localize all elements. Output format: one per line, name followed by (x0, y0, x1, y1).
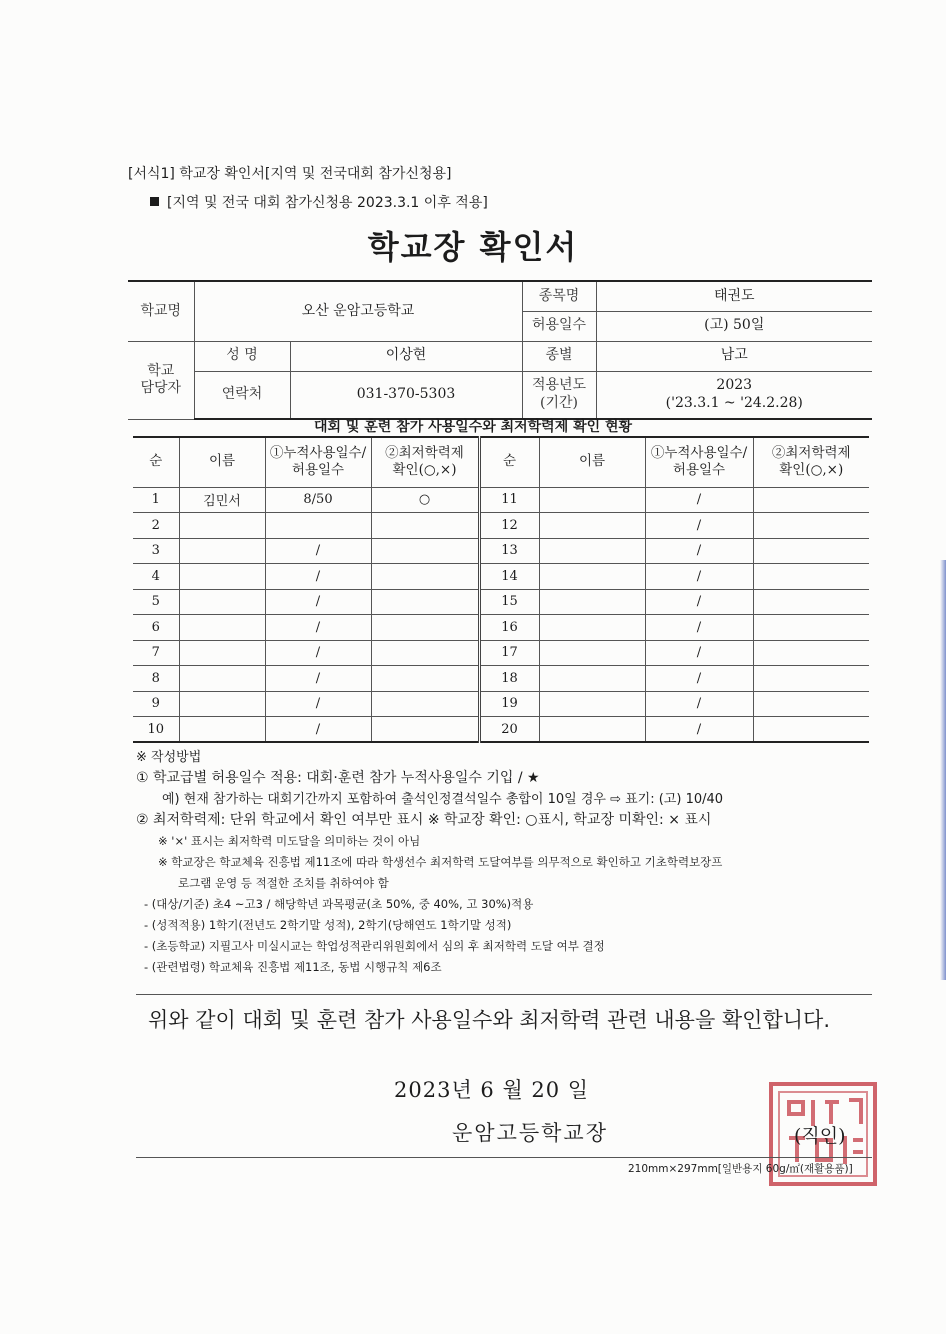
table-row: 5 / 15 / (133, 589, 869, 615)
confirmation-text: 위와 같이 대회 및 훈련 참가 사용일수와 최저학력 관련 내용을 확인합니다. (148, 1008, 831, 1032)
issue-date: 2023년 6 월 20 일 (394, 1078, 590, 1102)
col-days: ①누적사용일수/ 허용일수 (645, 437, 753, 487)
form-sub-text: [지역 및 전국 대회 참가신청용 2023.3.1 이후 적용] (167, 195, 488, 211)
table-row: 4 / 14 / (133, 564, 869, 590)
table-row: 10 / 20 / (133, 717, 869, 743)
table-row: 6 / 16 / (133, 615, 869, 641)
sport-label: 종목명 (522, 281, 596, 311)
instruction-dash-2: - (성적적용) 1학기(전년도 2학기말 성적), 2학기(당해연도 1학기말 성적) (144, 918, 512, 932)
square-bullet-icon (150, 197, 159, 206)
manager-label: 학교 담당자 (128, 341, 194, 419)
contact-value: 031-370-5303 (290, 371, 522, 419)
document-title: 학교장 확인서 (367, 228, 579, 266)
roster-title: 대회 및 훈련 참가 사용일수와 최저학력제 확인 현황 (313, 419, 633, 435)
table-row: 8 / 18 / (133, 666, 869, 692)
contact-label: 연락처 (194, 371, 290, 419)
col-no: 순 (479, 437, 539, 487)
col-no: 순 (133, 437, 179, 487)
allowed-days-value: (고) 50일 (596, 311, 872, 341)
table-row: 7 / 17 / (133, 640, 869, 666)
year-label: 적용년도 (기간) (522, 371, 596, 419)
school-value: 오산 운암고등학교 (194, 281, 522, 341)
category-value: 남고 (596, 341, 872, 371)
col-check: ②최저학력제 확인(○,×) (753, 437, 869, 487)
instruction-dash-3: - (초등학교) 지필고사 미실시교는 학업성적관리위원회에서 심의 후 최저학력 도달 여부 결정 (144, 939, 605, 953)
seal-label: (직인) (794, 1125, 846, 1147)
instruction-dash-1: - (대상/기준) 초4 ~고3 / 해당학년 과목평균(초 50%, 중 40%, 고 30%)적용 (144, 897, 534, 911)
sport-value: 태권도 (596, 281, 872, 311)
year-value: 2023 ('23.3.1 ~ '24.2.28) (596, 371, 872, 419)
divider (136, 994, 872, 995)
instruction-item-1: ① 학교급별 허용일수 적용: 대회·훈련 참가 누적사용일수 기입 / ★ (136, 770, 540, 786)
instruction-example: 예) 현재 참가하는 대회기간까지 포함하여 출석인정결석일수 총합이 10일 경우 ⇨ 표기: (고) 10/40 (162, 792, 724, 807)
name-value: 이상현 (290, 341, 522, 371)
instruction-dash-4: - (관련법령) 학교체육 진흥법 제11조, 동법 시행규칙 제6조 (144, 960, 442, 974)
info-table (128, 280, 872, 420)
footer-divider (136, 1157, 872, 1158)
instructions-heading: ※ 작성방법 (136, 750, 202, 765)
school-label: 학교명 (128, 281, 194, 341)
instruction-note-2: ※ 학교장은 학교체육 진흥법 제11조에 따라 학생선수 최저학력 도달여부를 의무적으로 확인하고 기초학력보장프 (158, 855, 723, 869)
scan-edge (940, 560, 946, 980)
col-check: ②최저학력제 확인(○,×) (371, 437, 479, 487)
category-label: 종별 (522, 341, 596, 371)
col-days: ①누적사용일수/ 허용일수 (265, 437, 371, 487)
roster-table (133, 436, 869, 743)
school-head-name: 운암고등학교장 (452, 1121, 609, 1145)
table-row: 1 김민서 8/50 ○ 11 / (133, 487, 869, 513)
table-row: 2 12 / (133, 513, 869, 539)
col-name: 이름 (539, 437, 645, 487)
table-row: 3 / 13 / (133, 538, 869, 564)
allowed-days-label: 허용일수 (522, 311, 596, 341)
form-label: [서식1] 학교장 확인서[지역 및 전국대회 참가신청용] (128, 166, 452, 182)
instruction-note-1: ※ '×' 표시는 최저학력 미도달을 의미하는 것이 아님 (158, 834, 421, 848)
instruction-note-2-cont: 로그램 운영 등 적절한 조치를 취하여야 함 (178, 876, 389, 890)
col-name: 이름 (179, 437, 265, 487)
paper-spec: 210mm×297mm[일반용지 60g/㎡(재활용품)] (628, 1163, 853, 1175)
table-row: 9 / 19 / (133, 691, 869, 717)
writing-instructions (136, 747, 876, 978)
form-sub-label (150, 192, 488, 212)
instruction-item-2: ② 최저학력제: 단위 학교에서 확인 여부만 표시 ※ 학교장 확인: ○표시, 학교장 미확인: × 표시 (136, 812, 712, 828)
name-label: 성 명 (194, 341, 290, 371)
